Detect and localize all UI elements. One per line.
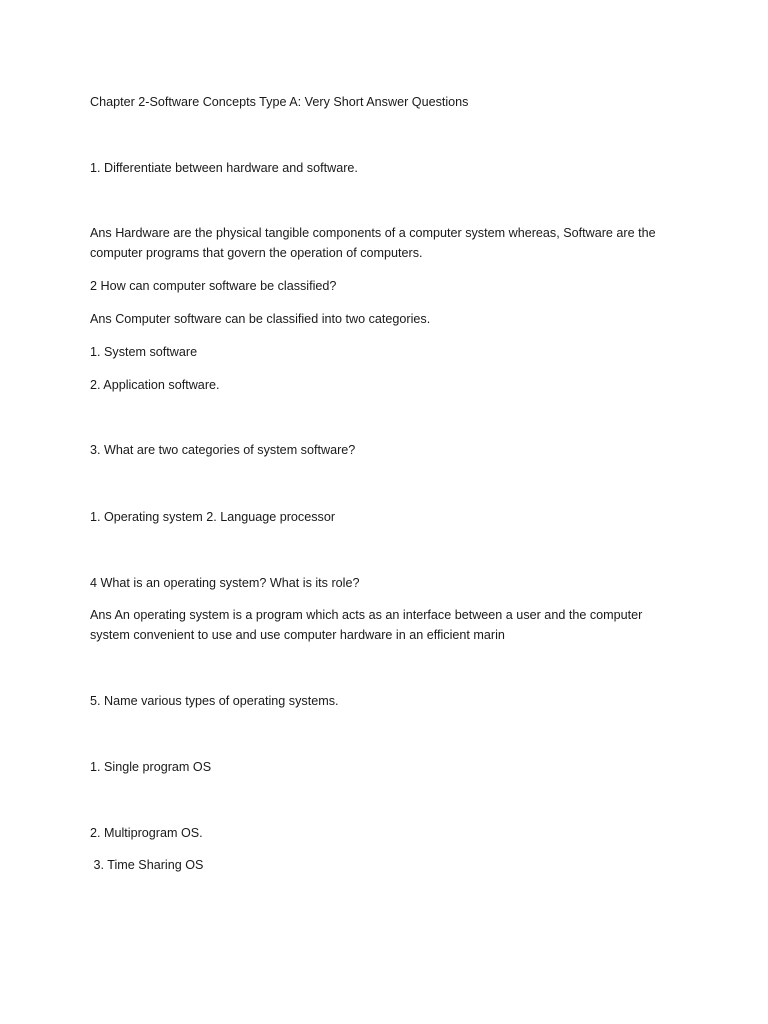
document-title: Chapter 2-Software Concepts Type A: Very Short Answer Questions (90, 95, 469, 109)
question-1: 1. Differentiate between hardware and software. (90, 161, 358, 175)
answer-5-item-3: 3. Time Sharing OS (90, 858, 204, 872)
question-4: 4 What is an operating system? What is its role? (90, 576, 360, 590)
answer-5-item-2: 2. Multiprogram OS. (90, 826, 203, 840)
question-2: 2 How can computer software be classified? (90, 279, 337, 293)
answer-2: Ans Computer software can be classified into two categories. (90, 312, 431, 326)
answer-3: 1. Operating system 2. Language processor (90, 510, 336, 524)
question-5: 5. Name various types of operating systems. (90, 694, 339, 708)
answer-2-item-1: 1. System software (90, 345, 198, 359)
answer-1: Ans Hardware are the physical tangible components of a computer system whereas, Software are the computer programs that govern the operation of computers. (90, 226, 656, 260)
answer-5-item-1: 1. Single program OS (90, 760, 212, 774)
answer-2-item-2: 2. Application software. (90, 378, 220, 392)
question-3: 3. What are two categories of system software? (90, 443, 356, 457)
answer-4: Ans An operating system is a program which acts as an interface between a user and the computer system convenient to use and use computer hardware in an efficient marin (90, 608, 643, 642)
